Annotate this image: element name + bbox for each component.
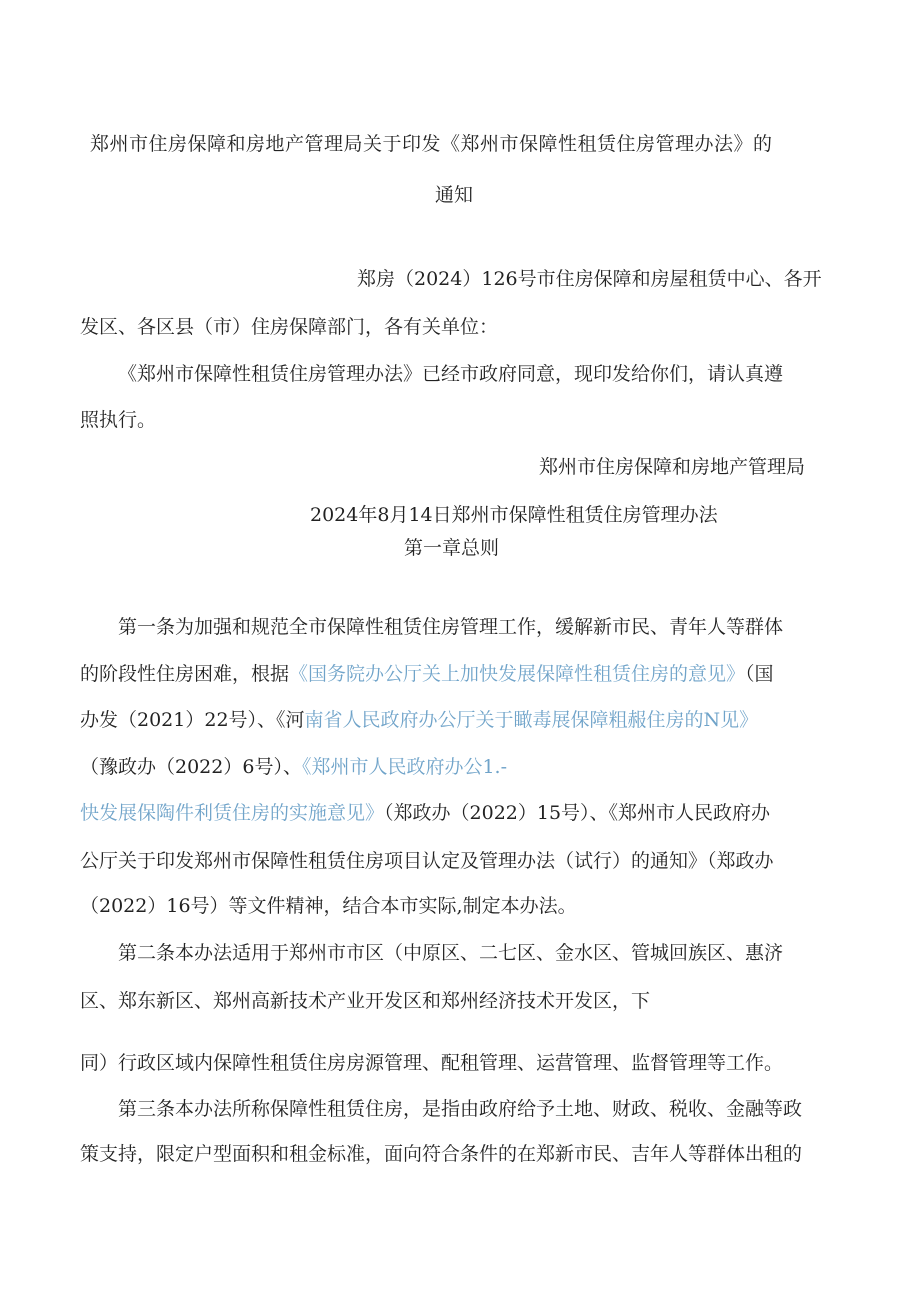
art1-line5: [80, 800, 770, 826]
chapter-heading: 第一章总则: [404, 537, 500, 559]
art1-line4-text: （豫政办（2022）6号）、: [80, 756, 302, 778]
art2-line1: 第二条本办法适用于郑州市市区（中原区、二七区、金水区、管城回族区、惠济: [118, 942, 784, 964]
ref-line1: 郑房（2024）126号市住房保障和房屋租赁中心、各开: [357, 268, 822, 290]
art1-line5-text: （郑政办（2022）15号）、《郑州市人民政府办: [384, 802, 771, 824]
ref-line2: 发区、各区县（市）住房保障部门，各有关单位：: [80, 316, 499, 338]
intro-line2: 照执行。: [80, 409, 157, 431]
art1-line3: [80, 707, 758, 733]
art2-line2: 区、郑东新区、郑州高新技术产业开发区和郑州经济技术开发区，下: [80, 990, 651, 1012]
art1-line7: （2022）16号）等文件精神，结合本市实际,制定本办法。: [80, 895, 577, 917]
art2-line3: 同）行政区域内保障性租赁住房房源管理、配租管理、运营管理、监督管理等工作。: [80, 1052, 784, 1074]
art3-line2: 策支持，限定户型面积和租金标准，面向符合条件的在郑新市民、吉年人等群体出租的: [80, 1143, 803, 1165]
doc-title-line2: 通知: [435, 184, 474, 206]
art1-line2: [80, 661, 774, 687]
art1-line2-tail: （国: [745, 663, 774, 685]
doc-title-line1: 郑州市住房保障和房地产管理局关于印发《郑州市保障性租赁住房管理办法》的: [90, 133, 773, 155]
link-henan-opinion[interactable]: 南省人民政府办公厅关于瞰毒展保障粗赧住房的N见》: [304, 709, 759, 731]
art1-line2-text: 的阶段性住房困难，根据: [80, 663, 290, 685]
art1-line6: 公厅关于印发郑州市保障性租赁住房项目认定及管理办法（试行）的通知》（郑政办: [80, 850, 774, 872]
link-state-council-opinion[interactable]: 《国务院办公厅关上加快发展保障性租赁住房的意见》: [289, 663, 746, 685]
signature: 郑州市住房保障和房地产管理局: [539, 456, 806, 478]
art1-line1: 第一条为加强和规范全市保障性租赁住房管理工作，缓解新市民、青年人等群体: [118, 616, 784, 638]
link-zhengzhou-opinion-cont[interactable]: 快发展保陶件利赁住房的实施意见》: [80, 802, 385, 824]
art3-line1: 第三条本办法所称保障性租赁住房，是指由政府给予土地、财政、税收、金融等政: [118, 1098, 803, 1120]
intro-line1: 《郑州市保障性租赁住房管理办法》已经市政府同意，现印发给你们，请认真遵: [118, 363, 784, 385]
art1-line3-text: 办发（2021）22号）、《河: [80, 709, 305, 731]
link-zhengzhou-opinion[interactable]: 《郑州市人民政府办公1.-: [301, 756, 508, 778]
date-line: 2024年8月14日郑州市保障性租赁住房管理办法: [310, 504, 718, 526]
art1-line4: [80, 754, 507, 780]
